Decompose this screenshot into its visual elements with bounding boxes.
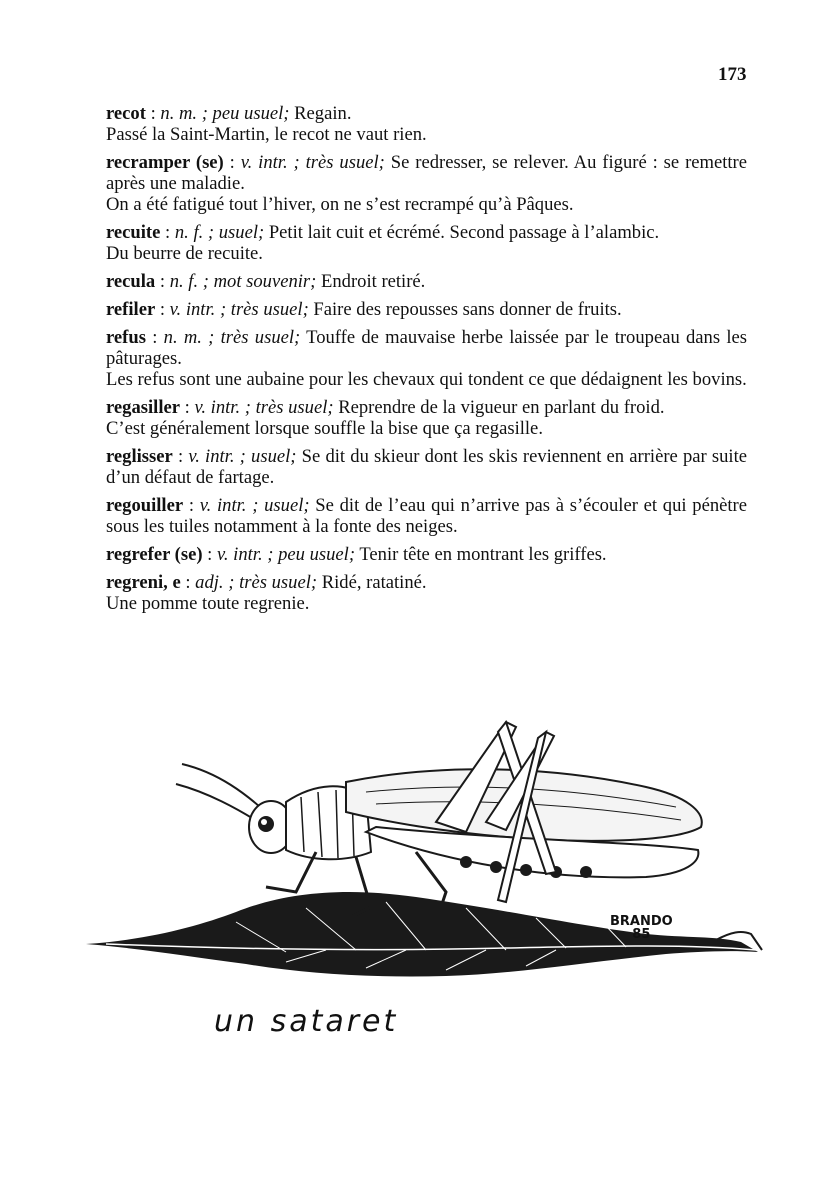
entry-definition: Regain. — [289, 103, 352, 124]
entry-definition: Se redresser, se relever. Au figuré : se remettre après une maladie. — [106, 152, 748, 194]
entry-separator: : — [155, 299, 170, 320]
entry-headword: recula — [106, 271, 156, 292]
entry-definition: Petit lait cuit et écrémé. Second passage à l’alambic. — [264, 222, 660, 243]
signature-name: BRANDO — [610, 914, 673, 929]
entry-definition-line — [106, 103, 747, 124]
entry-grammar: n. f. ; mot souvenir; — [169, 271, 317, 292]
entry-definition: Ridé, ratatiné. — [317, 572, 427, 593]
entry-grammar: n. f. ; usuel; — [174, 222, 265, 243]
entry-headword: regasiller — [106, 397, 181, 418]
entry-definition-line — [106, 222, 747, 243]
entry-grammar: v. intr. ; usuel; — [199, 495, 310, 516]
entry-definition-line — [106, 397, 747, 418]
entry-grammar: adj. ; très usuel; — [195, 572, 318, 593]
dictionary-entries — [106, 103, 747, 621]
entry-headword: recot — [106, 103, 146, 124]
dictionary-entry — [106, 446, 747, 488]
entry-definition-line — [106, 152, 747, 194]
dictionary-entry — [106, 327, 747, 390]
entry-grammar: n. m. ; peu usuel; — [160, 103, 290, 124]
entry-example: Du beurre de recuite. — [106, 243, 263, 264]
entry-grammar: v. intr. ; usuel; — [188, 446, 297, 467]
entry-headword: regrefer (se) — [106, 544, 203, 565]
dictionary-entry — [106, 103, 747, 145]
entry-separator: : — [223, 152, 241, 173]
dictionary-entry — [106, 299, 747, 320]
entry-separator: : — [160, 222, 175, 243]
entry-separator: : — [145, 103, 161, 124]
entry-definition: Se dit de l’eau qui n’arrive pas à s’écouler et qui pénètre sous les tuiles notamment à la fonte des neiges. — [106, 495, 747, 537]
entry-definition: Se dit du skieur dont les skis reviennent en arrière par suite d’un défaut de fartage. — [106, 446, 748, 488]
entry-separator: : — [183, 495, 200, 516]
entry-definition-line — [106, 446, 747, 488]
entry-headword: recramper (se) — [106, 152, 224, 173]
entry-example: Les refus sont une aubaine pour les chevaux qui tondent ce que dédaignent les bovins. — [106, 369, 747, 390]
dictionary-entry — [106, 544, 747, 565]
entry-separator: : — [145, 327, 164, 348]
entry-separator: : — [180, 397, 195, 418]
illustration-caption: un sataret — [214, 1004, 399, 1039]
entry-headword: regreni, e — [106, 572, 181, 593]
entry-definition-line — [106, 299, 747, 320]
entry-grammar: n. m. ; très usuel; — [163, 327, 301, 348]
entry-grammar: v. intr. ; très usuel; — [194, 397, 334, 418]
entry-definition-line — [106, 572, 747, 593]
entry-headword: reglisser — [106, 446, 173, 467]
entry-definition: Endroit retiré. — [316, 271, 426, 292]
dictionary-entry — [106, 271, 747, 292]
entry-headword: regouiller — [106, 495, 184, 516]
dictionary-entry — [106, 152, 747, 215]
entry-separator: : — [180, 572, 196, 593]
entry-definition-line — [106, 544, 747, 565]
entry-definition-line — [106, 271, 747, 292]
entry-grammar: v. intr. ; très usuel; — [240, 152, 385, 173]
entry-example: C’est généralement lorsque souffle la bise que ça regasille. — [106, 418, 543, 439]
entry-separator: : — [172, 446, 189, 467]
dictionary-entry — [106, 397, 747, 439]
entry-example: Passé la Saint-Martin, le recot ne vaut rien. — [106, 124, 427, 145]
entry-definition: Tenir tête en montrant les griffes. — [355, 544, 607, 565]
signature-year: 85 — [632, 927, 651, 942]
entry-definition-line — [106, 495, 747, 537]
entry-example: On a été fatigué tout l’hiver, on ne s’est recrampé qu’à Pâques. — [106, 194, 574, 215]
dictionary-entry — [106, 495, 747, 537]
entry-headword: refiler — [106, 299, 156, 320]
entry-headword: refus — [106, 327, 146, 348]
entry-definition-line — [106, 327, 747, 369]
entry-separator: : — [155, 271, 170, 292]
entry-definition: Reprendre de la vigueur en parlant du froid. — [333, 397, 665, 418]
entry-grammar: v. intr. ; peu usuel; — [217, 544, 356, 565]
entry-separator: : — [202, 544, 217, 565]
dictionary-entry — [106, 222, 747, 264]
artist-signature — [610, 915, 673, 941]
entry-definition: Faire des repousses sans donner de fruits. — [308, 299, 622, 320]
grasshopper-drawing — [176, 722, 702, 922]
dictionary-entry — [106, 572, 747, 614]
entry-definition: Touffe de mauvaise herbe laissée par le troupeau dans les pâturages. — [106, 327, 748, 369]
entry-headword: recuite — [106, 222, 161, 243]
entry-example: Une pomme toute regrenie. — [106, 593, 310, 614]
entry-grammar: v. intr. ; très usuel; — [169, 299, 309, 320]
page-number: 173 — [718, 64, 747, 85]
